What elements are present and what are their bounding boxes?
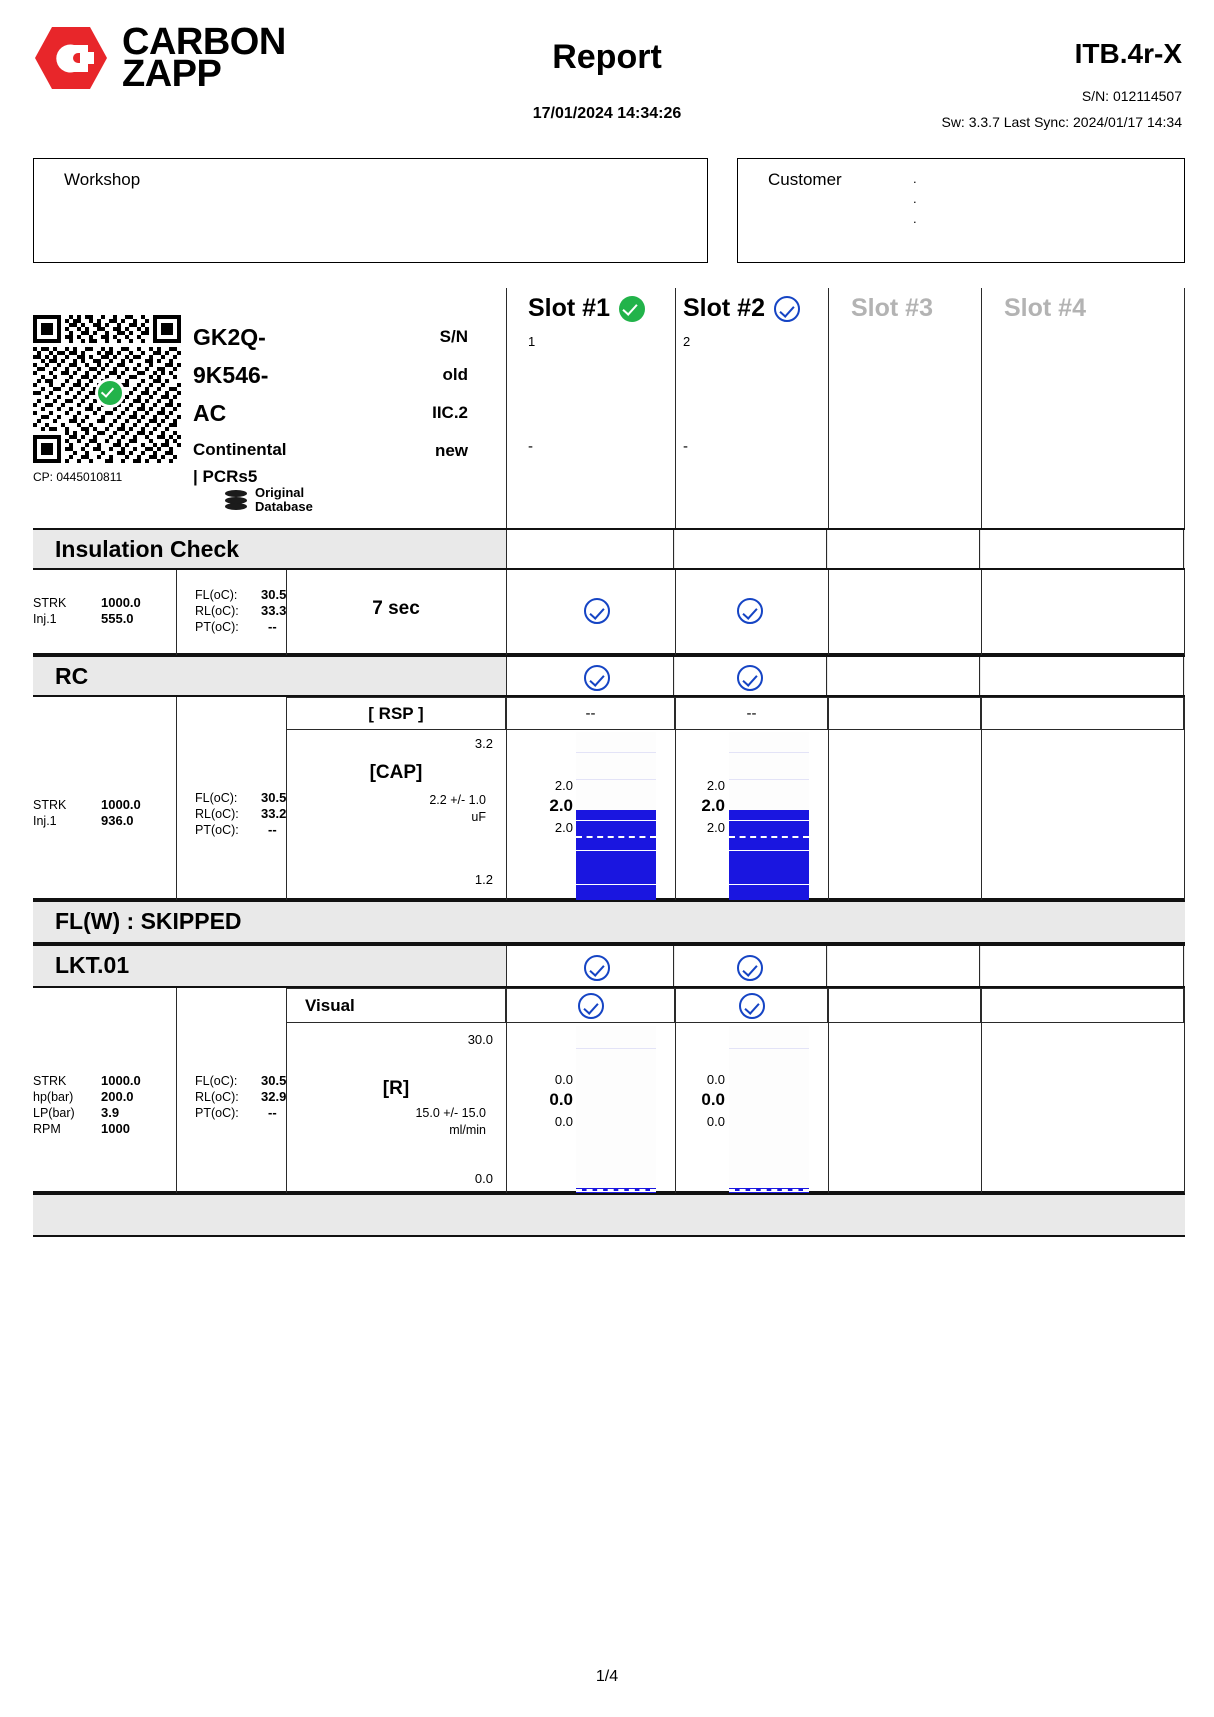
report-datetime: 17/01/2024 14:34:26 [532,105,682,122]
insulation-check-row [33,570,1185,655]
rc-title: RC [55,663,89,689]
customer-line-3: . [913,211,917,226]
lkt-slot-2-upper: 0.0 [706,1072,725,1087]
slot-1-number: 1 [528,334,536,349]
lkt-test-tolerance: 15.0 +/- 15.0 [415,1106,486,1120]
customer-box [737,158,1185,263]
customer-label: Customer [768,170,842,189]
lkt-sub-result-slot-4 [981,988,1184,1023]
lkt-slot-2-lower: 0.0 [706,1114,725,1129]
rc-sub-header-label: [ RSP ] [286,697,506,730]
lkt-temp-value-2: -- [268,1105,277,1120]
original-database-line-2: Database [255,499,313,514]
customer-lines [913,169,917,229]
rc-axis-max: 3.2 [474,736,493,751]
lkt-sub-result-slot-3 [828,988,981,1023]
lkt-subheader-row [33,988,1185,1023]
rc-test-tolerance: 2.2 +/- 1.0 [429,793,486,807]
insulation-result-slot-2 [737,598,763,624]
logo-line-2: ZAPP [122,53,222,95]
insulation-param-name-0: STRK [33,596,67,610]
database-icon [225,489,247,511]
slot-2-label: Slot #2 [683,294,765,322]
rc-data-row [33,730,1185,900]
section-flw [33,900,1185,944]
lkt-result-slot-2 [737,955,763,981]
slot-2-status-icon [774,296,800,322]
insulation-temp-value-0: 30.5 [261,587,287,602]
insulation-temp-name-2: PT(oC): [195,620,239,634]
slot-1-status-icon [619,296,645,322]
section-insulation-check [33,528,1185,570]
part-cp-number: CP: 0445010811 [33,470,123,484]
insulation-param-value-0: 1000.0 [101,595,141,610]
lkt-temp-value-0: 30.5 [261,1073,287,1088]
lkt-temp-name-0: FL(oC): [195,1074,238,1088]
rc-param-value-0: 1000.0 [101,797,141,812]
qr-verified-icon [95,378,125,408]
customer-line-1: . [913,171,917,186]
rc-param-name-1: Inj.1 [33,814,57,828]
slot-2-dash: - [683,438,688,455]
part-meta-iic: IIC.2 [432,403,468,422]
part-meta [378,318,468,470]
lkt-slot-1-main: 0.0 [549,1090,573,1109]
part-code-line-1: GK2Q- [193,324,266,350]
insulation-temp-value-2: -- [268,619,277,634]
rc-sub-value-slot-3 [828,697,981,730]
insulation-temp-value-1: 33.3 [261,603,287,618]
rc-sub-value-slot-2: -- [675,697,828,730]
slot-header-2 [683,294,800,323]
lkt-test-name: [R] [382,1078,410,1099]
part-manufacturer-line-2: | PCRs5 [193,467,258,486]
lkt-slot-1-lower: 0.0 [554,1114,573,1129]
lkt-test-unit: ml/min [449,1123,486,1137]
insulation-temp-name-0: FL(oC): [195,588,238,602]
rc-slot-2-upper: 2.0 [706,778,725,793]
rc-param-value-1: 936.0 [101,813,134,828]
rc-result-slot-1 [584,665,610,691]
lkt-param-name-2: LP(bar) [33,1106,75,1120]
rc-test-unit: uF [471,810,486,824]
device-software-version: Sw: 3.3.7 Last Sync: 2024/01/17 14:34 [941,114,1182,130]
section-footer-band [33,1193,1185,1237]
rc-param-name-0: STRK [33,798,67,812]
lkt-param-value-2: 3.9 [101,1105,120,1120]
rc-temp-value-2: -- [268,822,277,837]
lkt-slot-1-graph [576,1026,656,1194]
section-rc [33,655,1185,697]
page-title: Report [552,38,662,76]
rc-result-slot-2 [737,665,763,691]
slot-2-number: 2 [683,334,691,349]
slot-3-label: Slot #3 [851,294,933,322]
insulation-temp-name-1: RL(oC): [195,604,239,618]
lkt-temp-value-1: 32.9 [261,1089,287,1104]
workshop-box [33,158,708,263]
slot-1-dash: - [528,438,533,455]
rc-sub-value-slot-1: -- [506,697,675,730]
part-manufacturer-line-1: Continental [193,440,287,459]
insulation-param-value-1: 555.0 [101,611,134,626]
part-meta-new: new [434,441,468,460]
rc-slot-1-main: 2.0 [549,796,573,815]
lkt-slot-1-upper: 0.0 [554,1072,573,1087]
rc-slot-1-lower: 2.0 [554,820,573,835]
lkt-temp-name-2: PT(oC): [195,1106,239,1120]
rc-temp-value-0: 30.5 [261,790,287,805]
part-meta-old: old [442,365,468,384]
slot-4-label: Slot #4 [1004,294,1086,322]
rc-slot-1-graph [576,732,656,900]
lkt-sub-result-slot-1 [506,988,675,1023]
original-database-badge [225,486,313,514]
part-manufacturer [193,436,373,490]
slot-1-label: Slot #1 [528,294,610,322]
lkt-axis-max: 30.0 [467,1032,493,1047]
page-number: 1/4 [595,1668,619,1685]
device-model: ITB.4r-X [1074,38,1182,69]
rc-temp-name-2: PT(oC): [195,823,239,837]
lkt-result-slot-1 [584,955,610,981]
part-code [193,318,368,432]
slot-header-3 [851,294,933,323]
lkt-param-name-1: hp(bar) [33,1090,74,1104]
insulation-duration: 7 sec [372,598,420,619]
rc-subheader-row [33,697,1185,730]
slot-header-1 [528,294,645,323]
report-header [0,0,1214,140]
lkt-param-name-3: RPM [33,1122,61,1136]
logo-line-1: CARBON [122,21,286,63]
lkt-temp-name-1: RL(oC): [195,1090,239,1104]
slot-header-4 [1004,294,1086,323]
part-code-line-3: AC [193,400,227,426]
lkt-param-value-3: 1000 [101,1121,130,1136]
lkt-param-value-0: 1000.0 [101,1073,141,1088]
rc-axis-min: 1.2 [474,872,493,887]
lkt-data-row [33,1023,1185,1193]
lkt-axis-min: 0.0 [474,1171,493,1186]
rc-slot-2-main: 2.0 [701,796,725,815]
rc-sub-value-slot-4 [981,697,1184,730]
original-database-text [255,486,313,514]
rc-test-name: [CAP] [369,762,423,783]
section-lkt [33,944,1185,988]
rc-slot-2-lower: 2.0 [706,820,725,835]
flw-title: FL(W) : SKIPPED [55,908,242,934]
part-code-line-2: 9K546- [193,362,269,388]
rc-slot-1-upper: 2.0 [554,778,573,793]
device-serial-number: S/N: 012114507 [1081,88,1182,104]
insulation-param-name-1: Inj.1 [33,612,57,626]
customer-line-2: . [913,191,917,206]
lkt-param-name-0: STRK [33,1074,67,1088]
part-qr-code [33,315,181,463]
part-meta-sn: S/N [439,327,468,346]
rc-temp-name-0: FL(oC): [195,791,238,805]
rc-temp-name-1: RL(oC): [195,807,239,821]
lkt-title: LKT.01 [55,952,130,978]
original-database-line-1: Original [255,485,305,500]
lkt-param-value-1: 200.0 [101,1089,134,1104]
lkt-slot-2-main: 0.0 [701,1090,725,1109]
lkt-sub-header-label: Visual [286,988,506,1023]
lkt-slot-2-graph [729,1026,809,1194]
lkt-sub-result-slot-2 [675,988,828,1023]
workshop-label: Workshop [64,170,141,189]
insulation-check-title: Insulation Check [55,536,240,562]
rc-temp-value-1: 33.2 [261,806,287,821]
rc-slot-2-graph [729,732,809,900]
insulation-result-slot-1 [584,598,610,624]
